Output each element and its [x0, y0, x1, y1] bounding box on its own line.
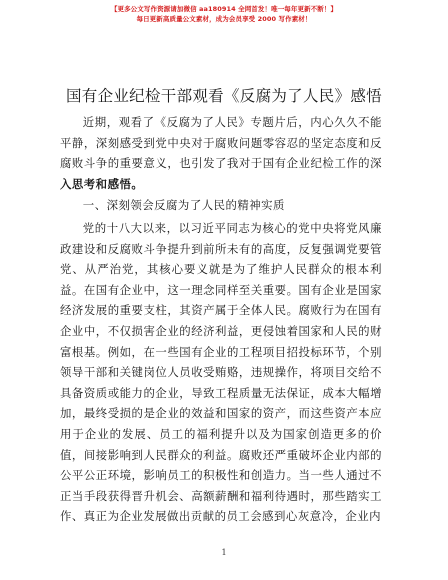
intro-text: 近期，观看了《反腐为了人民》专题片后，内心久久不能平静，深刻感受到党中央对于腐败问题零容忍的坚定态度和反腐败斗争的重要意义，也引发了我对于国有企业纪检工作的深	[60, 115, 382, 171]
promo-banner	[0, 4, 448, 24]
section-heading: 一、深刻领会反腐为了人民的精神实质	[82, 198, 285, 213]
intro-paragraph	[60, 112, 382, 194]
banner-line-1: 【更多公文写作资源请加微信 aa180914 全网首发！唯一每年更新不断！】	[110, 5, 338, 13]
body-paragraph: 党的十八大以来，以习近平同志为核心的党中央将党风廉政建设和反腐败斗争提升到前所未有的高度，反复强调党要管党、从严治党，其核心要义就是为了维护人民群众的根本利益。在国有企业中，这一理念同样至关重要。国有企业是国家经济发展的重要支柱，其资产属于全体人民。腐败行为在国有企业中，不仅损害企业的经济利益，更侵蚀着国家和人民的财富根基。例如，在一些国有企业的工程项目招投标环节，个别领导干部和关键岗位人员收受贿赂，违规操作，将项目交给不具备资质或能力的企业，导致工程质量无法保证，成本大幅增加，最终受损的是企业的效益和国家的资产，而这些资产本应用于企业的发展、员工的福利提升以及为国家创造更多的价值，间接影响到人民群众的利益。腐败还严重破坏企业内部的公平公正环境，影响员工的积极性和创造力。当一些人通过不正当手段获得晋升机会、高额薪酬和福利待遇时，那些踏实工作、真正为企业发展做出贡献的员工会感到心灰意冷，企业内	[60, 220, 382, 524]
banner-line-2: 每日更新高质量公文素材，成为会员享受 2000 写作素材！	[136, 15, 312, 23]
page-number: 1	[221, 548, 227, 557]
document-body	[60, 112, 382, 527]
intro-bold-text: 入思考和感悟。	[60, 176, 144, 191]
document-title: 国有企业纪检干部观看《反腐为了人民》感悟	[65, 87, 382, 105]
